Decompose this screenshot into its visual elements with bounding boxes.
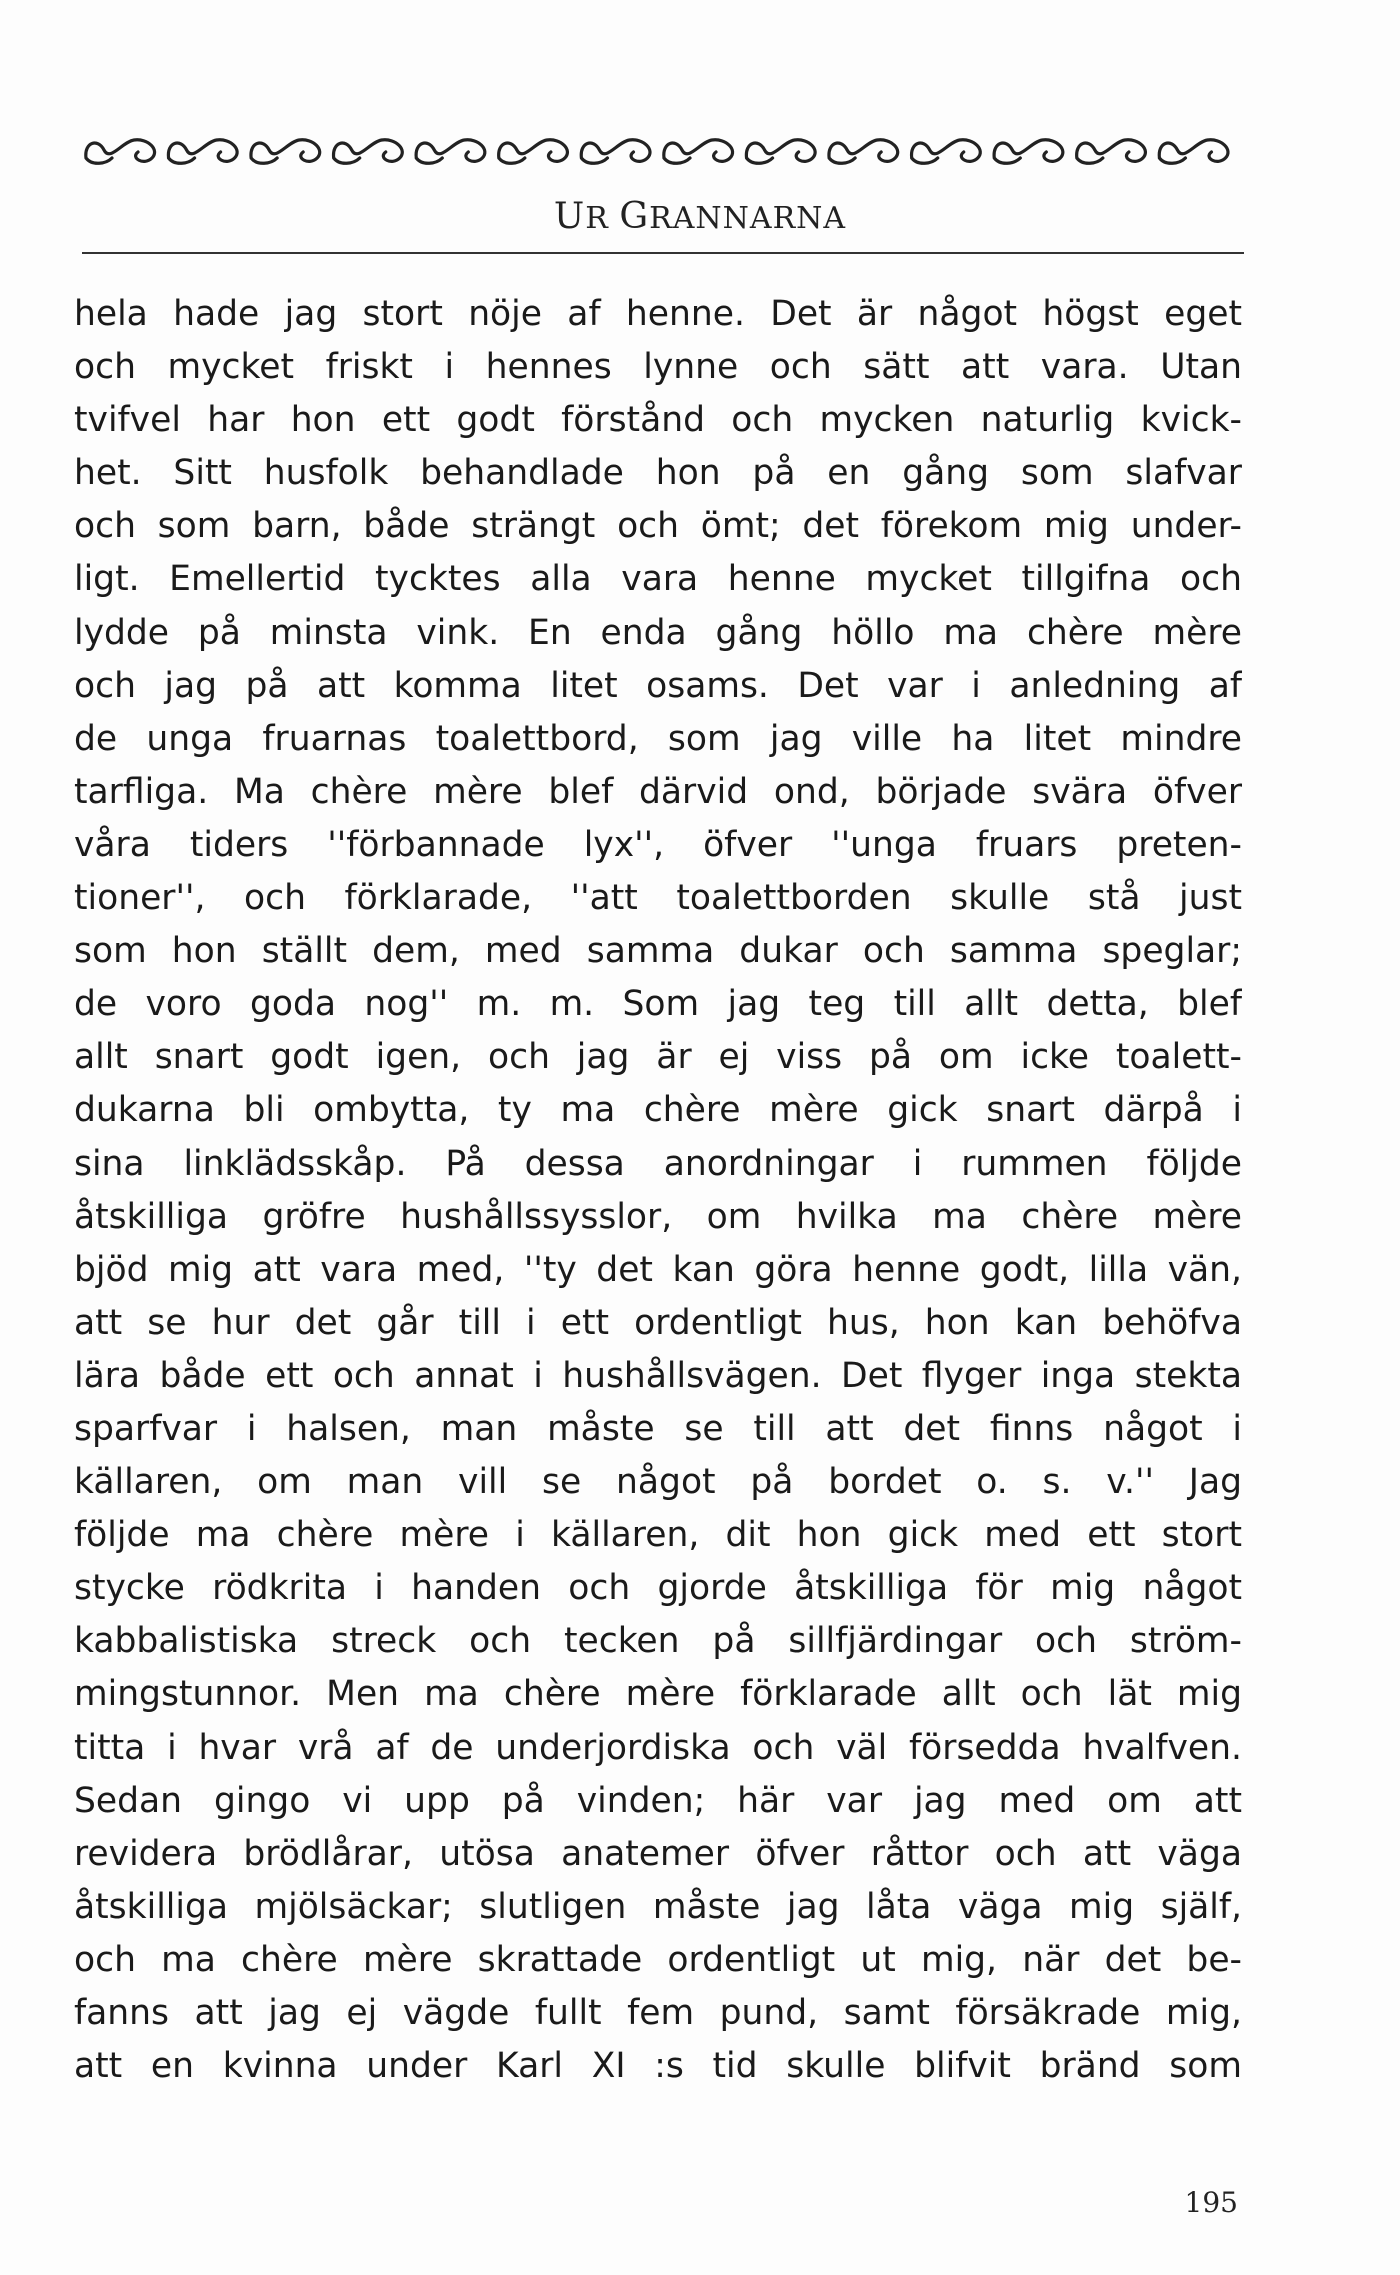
- swash-scroll-icon: [251, 140, 320, 163]
- page-number: 195: [1184, 2186, 1238, 2219]
- swash-scroll-icon: [581, 140, 650, 163]
- text-line: att en kvinna under Karl XI :s tid skulle blifvit bränd som: [74, 2046, 1242, 2087]
- running-head-cap-2: G: [619, 196, 650, 237]
- text-line: lära både ett och annat i hushållsvägen. Det flyger inga stekta: [74, 1355, 1242, 1396]
- swash-scroll-icon: [912, 140, 981, 163]
- text-line: stycke rödkrita i handen och gjorde åtskilliga för mig något: [74, 1568, 1242, 1609]
- swash-scroll-icon: [416, 140, 485, 163]
- text-line: och som barn, både strängt och ömt; det förekom mig under-: [74, 506, 1242, 547]
- running-head-rest-1: R: [585, 201, 620, 236]
- body-text: [74, 288, 1242, 2093]
- text-line: dukarna bli ombytta, ty ma chère mère gick snart därpå i: [74, 1090, 1242, 1131]
- text-line: bjöd mig att vara med, ''ty det kan göra henne godt, lilla vän,: [74, 1249, 1242, 1290]
- text-line: allt snart godt igen, och jag är ej viss på om icke toalett-: [74, 1037, 1242, 1078]
- text-line: de voro goda nog'' m. m. Som jag teg till allt detta, blef: [74, 984, 1242, 1025]
- swash-scroll-icon: [829, 140, 898, 163]
- text-line: titta i hvar vrå af de underjordiska och väl försedda hvalfven.: [74, 1727, 1242, 1768]
- swash-scroll-border-icon: [82, 128, 1238, 172]
- text-line: och ma chère mère skrattade ordentligt ut mig, när det be-: [74, 1939, 1242, 1980]
- text-line: mingstunnor. Men ma chère mère förklarade allt och lät mig: [74, 1674, 1242, 1715]
- text-line: ligt. Emellertid tycktes alla vara henne mycket tillgifna och: [74, 559, 1242, 600]
- swash-scroll-icon: [994, 140, 1063, 163]
- swash-scroll-icon: [746, 140, 815, 163]
- swash-scroll-icon: [168, 140, 237, 163]
- swash-scroll-icon: [499, 140, 568, 163]
- text-line: tarfliga. Ma chère mère blef därvid ond, började svära öfver: [74, 771, 1242, 812]
- text-line: sparfvar i halsen, man måste se till att det finns något i: [74, 1408, 1242, 1449]
- swash-scroll-icon: [1077, 140, 1146, 163]
- running-head: [0, 196, 1400, 237]
- text-line: källaren, om man vill se något på bordet o. s. v.'' Jag: [74, 1462, 1242, 1503]
- text-line: och jag på att komma litet osams. Det var i anledning af: [74, 665, 1242, 706]
- text-line: het. Sitt husfolk behandlade hon på en gång som slafvar: [74, 453, 1242, 494]
- running-head-rest-2: RANNARNA: [649, 201, 847, 236]
- running-head-cap-1: U: [553, 196, 586, 237]
- text-line: åtskilliga mjölsäckar; slutligen måste jag låta väga mig själf,: [74, 1886, 1242, 1927]
- text-line: sina linklädsskåp. På dessa anordningar i rummen följde: [74, 1143, 1242, 1184]
- text-line: följde ma chère mère i källaren, dit hon gick med ett stort: [74, 1515, 1242, 1556]
- text-line: tvifvel har hon ett godt förstånd och mycken naturlig kvick-: [74, 400, 1242, 441]
- text-line: tioner'', och förklarade, ''att toalettborden skulle stå just: [74, 878, 1242, 919]
- swash-scroll-icon: [664, 140, 733, 163]
- header-rule: [82, 252, 1244, 254]
- text-line: som hon ställt dem, med samma dukar och samma speglar;: [74, 931, 1242, 972]
- text-line: de unga fruarnas toalettbord, som jag ville ha litet mindre: [74, 718, 1242, 759]
- text-line: fanns att jag ej vägde fullt fem pund, samt försäkrade mig,: [74, 1993, 1242, 2033]
- text-line: hela hade jag stort nöje af henne. Det är något högst eget: [74, 294, 1242, 334]
- swash-scroll-icon: [86, 140, 155, 163]
- swash-scroll-icon: [334, 140, 403, 163]
- text-line: och mycket friskt i hennes lynne och sätt att vara. Utan: [74, 347, 1242, 388]
- text-line: revidera brödlårar, utösa anatemer öfver råttor och att väga: [74, 1833, 1242, 1874]
- text-line: lydde på minsta vink. En enda gång höllo ma chère mère: [74, 612, 1242, 653]
- text-line: åtskilliga gröfre hushållssysslor, om hvilka ma chère mère: [74, 1196, 1242, 1237]
- swash-scroll-icon: [1159, 140, 1228, 163]
- text-line: att se hur det går till i ett ordentligt hus, hon kan behöfva: [74, 1302, 1242, 1343]
- text-line: kabbalistiska streck och tecken på sillfjärdingar och ström-: [74, 1621, 1242, 1662]
- text-line: våra tiders ''förbannade lyx'', öfver ''unga fruars preten-: [74, 824, 1242, 865]
- text-line: Sedan gingo vi upp på vinden; här var jag med om att: [74, 1780, 1242, 1821]
